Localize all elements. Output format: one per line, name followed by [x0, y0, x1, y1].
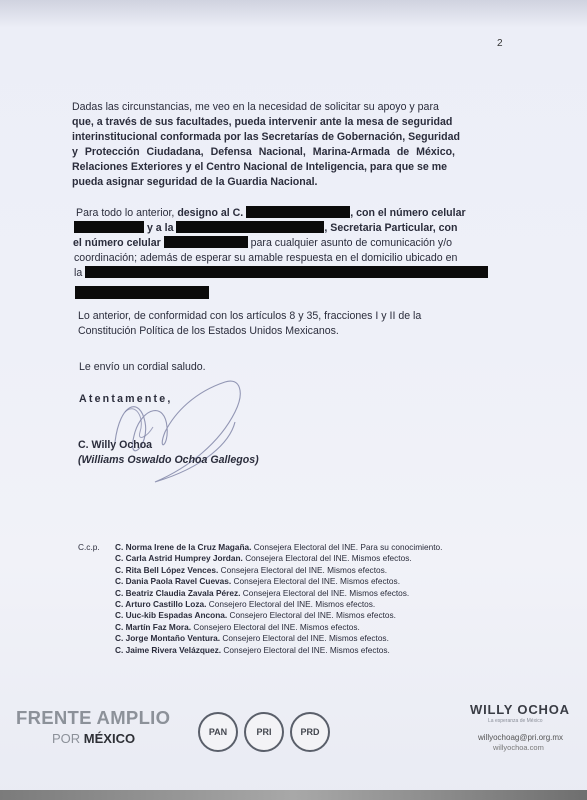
greeting: Le envío un cordial saludo. — [79, 361, 206, 373]
ccp-role: Consejera Electoral del INE. Mismos efectos. — [233, 576, 400, 587]
redaction-box — [74, 221, 144, 233]
willy-ochoa-tagline: La esperanza de México — [488, 718, 543, 724]
ccp-role: Consejera Electoral del INE. Para su conocimiento. — [253, 542, 443, 552]
footer-website: willyochoa.com — [493, 743, 544, 752]
p2-text-e: , Secretaria Particular, con — [324, 222, 458, 234]
ccp-name: C. Jaime Rivera Velázquez. — [115, 644, 222, 655]
redaction-box — [246, 206, 350, 218]
paragraph-1-line-2: que, a través de sus facultades, pueda intervenir ante la mesa de seguridad — [72, 116, 453, 128]
footer-email: willyochoag@pri.org.mx — [478, 733, 564, 742]
paper-shadow — [0, 0, 587, 28]
ccp-item — [115, 622, 515, 633]
redaction-box — [85, 266, 488, 278]
page-number: 2 — [497, 38, 503, 49]
frente-amplio-title: FRENTE AMPLIO — [16, 707, 171, 728]
ccp-role: Consejero Electoral del INE. Mismos efectos. — [208, 599, 376, 610]
paragraph-3-line-1: Lo anterior, de conformidad con los artículos 8 y 35, fracciones I y II de la — [78, 310, 422, 322]
ccp-role: Consejera Electoral del INE. Mismos efectos. — [245, 553, 412, 564]
frente-amplio-logo — [16, 707, 170, 746]
ccp-name: C. Jorge Montaño Ventura. — [115, 633, 221, 644]
ccp-item — [115, 565, 515, 576]
p2-text-f: el número celular — [73, 237, 161, 249]
paragraph-2-line-3 — [73, 236, 452, 251]
table-edge — [0, 790, 587, 800]
paragraph-1-line-1: Dadas las circunstancias, me veo en la necesidad de solicitar su apoyo y para — [72, 101, 439, 113]
ccp-item — [115, 633, 515, 644]
p2-text-d: y a la — [146, 222, 174, 234]
p2-text-g: para cualquier asunto de comunicación y/o — [250, 237, 453, 249]
ccp-name: C. Dania Paola Ravel Cuevas. — [115, 576, 232, 587]
ccp-name: C. Rita Bell López Vences. — [115, 564, 219, 575]
p2-text-b: designo al C. — [177, 207, 244, 219]
ccp-role: Consejero Electoral del INE. Mismos efectos. — [193, 621, 360, 632]
signer-fullname: (Williams Oswaldo Ochoa Gallegos) — [78, 454, 259, 466]
pri-logo-icon: PRI — [244, 712, 284, 752]
willy-ochoa-brand — [470, 702, 587, 752]
ccp-item — [115, 542, 515, 553]
paragraph-1-line-4: y Protección Ciudadana, Defensa Nacional, Marina-Armada de México, — [72, 146, 455, 158]
ccp-role: Consejero Electoral del INE. Mismos efectos. — [229, 610, 396, 621]
prd-logo-icon: PRD — [290, 712, 330, 752]
ccp-role: Consejero Electoral del INE. Mismos efectos. — [223, 644, 390, 655]
ccp-item — [115, 576, 515, 587]
redaction-box — [75, 286, 209, 299]
ccp-item — [115, 588, 515, 599]
ccp-list — [115, 542, 515, 656]
por-text: POR — [52, 731, 81, 746]
p2-text-a: Para todo lo anterior, — [76, 207, 175, 219]
ccp-name: C. Arturo Castillo Loza. — [115, 599, 207, 610]
mexico-text: MÉXICO — [83, 731, 136, 746]
paragraph-2-line-5 — [74, 266, 488, 281]
frente-amplio-subtitle — [52, 731, 170, 746]
ccp-role: Consejero Electoral del INE. Mismos efectos. — [222, 633, 389, 644]
signer-name: C. Willy Ochoa — [78, 439, 153, 451]
ccp-name: C. Uuc-kib Espadas Ancona. — [115, 610, 228, 621]
redaction-box — [164, 236, 248, 248]
paragraph-2-line-4: coordinación; además de esperar su amable respuesta en el domicilio ubicado en — [74, 252, 458, 264]
paragraph-1-line-5: Relaciones Exteriores y el Centro Nacional de Inteligencia, para que se me — [72, 161, 448, 173]
paragraph-1-line-6: pueda asignar seguridad de la Guardia Nacional. — [72, 176, 318, 188]
closing: Atentamente, — [79, 393, 173, 405]
ccp-name: C. Norma Irene de la Cruz Magaña. — [115, 542, 252, 552]
ccp-item — [115, 610, 515, 621]
paragraph-2-line-1 — [76, 206, 466, 221]
paragraph-2-line-2 — [74, 221, 458, 236]
pan-logo-icon: PAN — [198, 712, 238, 752]
ccp-name: C. Carla Astrid Humprey Jordan. — [115, 553, 243, 564]
willy-ochoa-name: WILLY OCHOA — [470, 702, 570, 717]
ccp-item — [115, 645, 515, 656]
signature-scribble — [95, 372, 255, 497]
ccp-name: C. Beatriz Claudia Zavala Pérez. — [115, 587, 241, 598]
ccp-item — [115, 599, 515, 610]
redaction-box — [176, 221, 324, 233]
paragraph-3-line-2: Constitución Política de los Estados Unidos Mexicanos. — [78, 325, 339, 337]
p2-text-c: , con el número celular — [350, 207, 466, 219]
ccp-name: C. Martín Faz Mora. — [115, 621, 192, 632]
ccp-item — [115, 553, 515, 564]
ccp-label: C.c.p. — [78, 542, 100, 552]
p2-text-i: la — [74, 267, 83, 279]
paragraph-1-line-3: interinstitucional conformada por las Secretarías de Gobernación, Seguridad — [72, 131, 460, 143]
ccp-role: Consejera Electoral del INE. Mismos efectos. — [242, 587, 410, 598]
ccp-role: Consejera Electoral del INE. Mismos efectos. — [220, 564, 388, 575]
